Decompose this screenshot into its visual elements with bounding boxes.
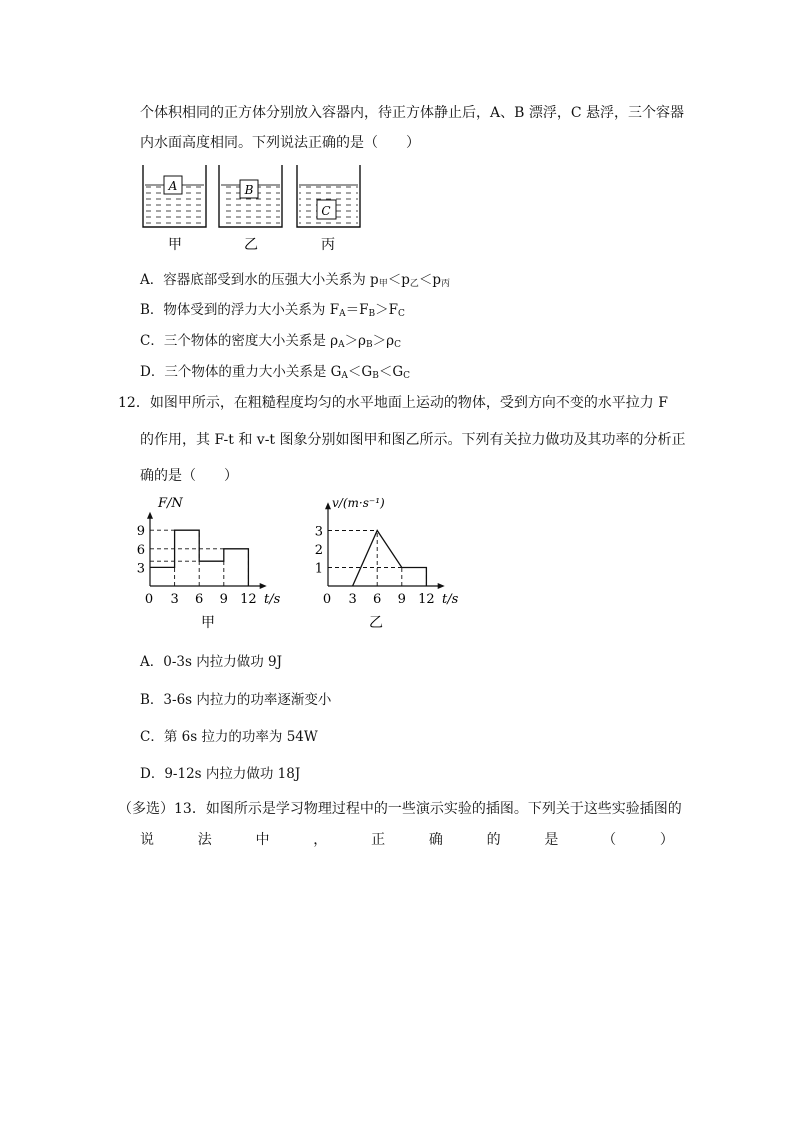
chart-f-t-xlabel: t/s bbox=[264, 592, 281, 607]
chart-v-t-xlabel: t/s bbox=[442, 592, 459, 607]
containers-figure bbox=[135, 160, 380, 258]
chart-v-t-x-tick: 12 bbox=[418, 592, 435, 607]
q12-line3: 确的是（ ） bbox=[140, 468, 238, 484]
chart-f-t-y-tick: 9 bbox=[136, 524, 145, 540]
container-jia bbox=[143, 165, 206, 253]
chart-f-t-x-tick: 9 bbox=[219, 592, 228, 607]
chart-f-t-x-tick: 0 bbox=[144, 592, 154, 607]
q12-option-a[interactable]: A．0-3s 内拉力做功 9J bbox=[140, 654, 283, 670]
chart-v-t bbox=[310, 490, 480, 635]
container-caption-jia: 甲 bbox=[168, 237, 182, 253]
chart-f-t bbox=[130, 490, 290, 635]
chart-v-t-y-tick: 1 bbox=[314, 561, 323, 577]
chart-f-t-title: 甲 bbox=[201, 615, 215, 631]
container-caption-bing: 丙 bbox=[321, 237, 335, 253]
container-caption-yi: 乙 bbox=[244, 237, 258, 253]
chart-f-t-x-tick: 3 bbox=[170, 592, 179, 607]
block-b-label: B bbox=[244, 183, 254, 197]
chart-f-t-ylabel: F/N bbox=[158, 496, 183, 511]
q11-line2: 内水面高度相同。下列说法正确的是（ ） bbox=[140, 135, 420, 151]
chart-v-t-x-tick: 6 bbox=[373, 592, 382, 607]
q13-line2: 说 法 中 ， 正 确 的 是 （ ） bbox=[140, 832, 674, 848]
q12-option-b[interactable]: B．3-6s 内拉力的功率逐渐变小 bbox=[140, 692, 332, 708]
chart-f-t-x-tick: 12 bbox=[240, 592, 257, 607]
chart-v-t-x-tick: 3 bbox=[348, 592, 357, 607]
chart-v-t-x-arrow bbox=[438, 583, 445, 589]
q12-line2: 的作用，其 F-t 和 v-t 图象分别如图甲和图乙所示。下列有关拉力做功及其功率的分析正 bbox=[140, 432, 686, 448]
chart-f-t-x-arrow bbox=[260, 583, 267, 589]
q11-option-a[interactable]: A．容器底部受到水的压强大小关系为 $p_甲<p_乙<p_丙$ bbox=[140, 272, 451, 289]
block-a-label: A bbox=[168, 179, 178, 193]
container-bing bbox=[297, 165, 360, 253]
chart-v-t-y-arrow bbox=[325, 502, 331, 509]
q11-option-c[interactable]: C．三个物体的密度大小关系是 $\rho_A>\rho_B>\rho_C$ bbox=[140, 333, 401, 350]
chart-v-t-y-tick: 2 bbox=[314, 543, 323, 558]
q12-option-c[interactable]: C．第 6s 拉力的功率为 54W bbox=[140, 729, 318, 745]
chart-f-t-y-arrow bbox=[147, 512, 153, 519]
q11-option-d[interactable]: D．三个物体的重力大小关系是 $G_A<G_B<G_C$ bbox=[140, 364, 411, 381]
q12-option-d[interactable]: D．9-12s 内拉力做功 18J bbox=[140, 766, 301, 782]
chart-v-t-x-tick: 0 bbox=[322, 592, 332, 607]
chart-f-t-y-tick: 6 bbox=[136, 542, 145, 558]
chart-v-t-series-line bbox=[353, 531, 427, 587]
chart-f-t-x-tick: 6 bbox=[195, 592, 204, 607]
q11-line1: 个体积相同的正方体分别放入容器内，待正方体静止后，A、B 漂浮，C 悬浮，三个容器 bbox=[140, 105, 685, 121]
q11-option-b[interactable]: B．物体受到的浮力大小关系为 $F_A=F_B>F_C$ bbox=[140, 302, 405, 319]
chart-v-t-x-tick: 9 bbox=[397, 592, 406, 607]
chart-v-t-title: 乙 bbox=[369, 615, 383, 631]
q12-line1: 12．如图甲所示，在粗糙程度均匀的水平地面上运动的物体，受到方向不变的水平拉力 F bbox=[118, 395, 668, 411]
chart-f-t-y-tick: 3 bbox=[136, 561, 145, 577]
container-yi bbox=[219, 165, 282, 253]
q13-line1: （多选）13．如图所示是学习物理过程中的一些演示实验的插图。下列关于这些实验插图的 bbox=[118, 801, 682, 817]
chart-v-t-ylabel: v/(m·s⁻¹) bbox=[332, 496, 385, 510]
chart-v-t-y-tick: 3 bbox=[314, 524, 323, 540]
block-c-label: C bbox=[321, 204, 331, 218]
